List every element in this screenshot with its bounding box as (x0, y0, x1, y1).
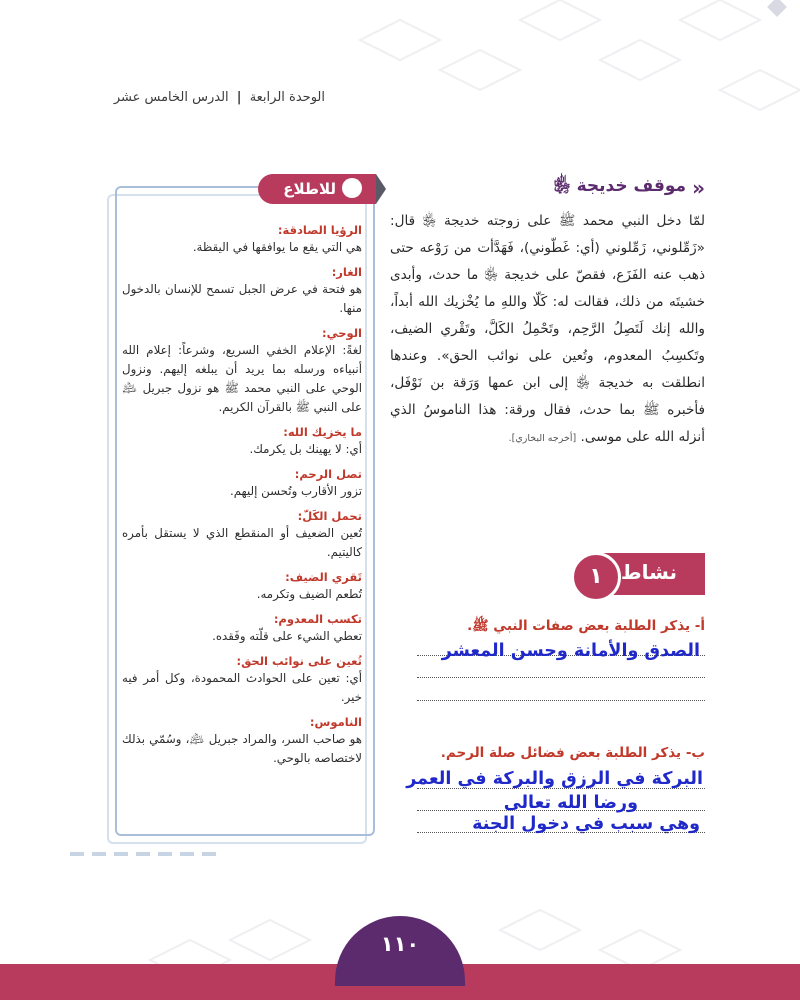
glossary-item (122, 569, 362, 604)
decorative-dashes (70, 852, 220, 856)
header-separator: | (236, 90, 242, 105)
glossary-list (122, 215, 362, 768)
glossary-term: تصل الرحم: (294, 467, 362, 481)
glossary-item (122, 508, 362, 562)
glossary-item (122, 222, 362, 257)
glossary-definition: لغةً: الإعلام الخفي السريع، وشرعاً: إعلام الله أنبياءه ورسله بما يريد أن يبلغه إليهم. ونزول الوحي على النبي محمد ﷺ هو نزول جبريل ﵇ على النبي ﷺ بالقرآن الكريم. (122, 343, 362, 414)
glossary-term: الوحي: (322, 326, 362, 340)
section-heading (390, 175, 705, 200)
lesson-label: الدرس الخامس عشر (113, 90, 229, 105)
question-a: أ- يذكر الطلبة بعض صفات النبي ﷺ. (467, 618, 705, 634)
section-body (390, 208, 705, 452)
glossary-item (122, 653, 362, 707)
glossary-title: للاطلاع (283, 180, 336, 198)
answer-line-3 (417, 700, 705, 701)
page-header (114, 90, 325, 105)
glossary-term: تحمل الكَلّ: (297, 509, 362, 523)
glossary-definition: هو صاحب السر، والمراد جبريل ﵇، وسُمّي بذلك لاختصاصه بالوحي. (122, 732, 362, 765)
glossary-definition: أي: لا يهينك بل يكرمك. (249, 442, 362, 456)
unit-label: الوحدة الرابعة (249, 90, 325, 105)
main-section (390, 175, 705, 452)
glossary-item (122, 466, 362, 501)
glossary-definition: تعطي الشيء على قلّته وفَقده. (212, 629, 362, 643)
handwritten-answer-b3: وهي سبب في دخول الجنة (472, 814, 700, 834)
glossary-term: تكسب المعدوم: (273, 612, 362, 626)
glossary-term: الغار: (331, 265, 362, 279)
question-b: ب- يذكر الطلبة بعض فضائل صلة الرحم. (440, 745, 705, 761)
glossary-definition: أي: تعين على الحوادث المحمودة، وكل أمر فيه خير. (122, 671, 362, 704)
glossary-definition: تزور الأقارب وتُحسن إليهم. (229, 484, 362, 498)
glossary-term: ما يخزيك الله: (283, 425, 362, 439)
page-number: ١١٠ (335, 916, 465, 986)
glossary-item (122, 424, 362, 459)
glossary-term: الرؤيا الصادقة: (277, 223, 362, 237)
answer-line-2 (417, 677, 705, 678)
glossary-item (122, 264, 362, 318)
lightbulb-icon (342, 178, 362, 198)
glossary-tab (258, 174, 376, 204)
glossary-term: تَقري الضيف: (285, 570, 362, 584)
section-title: موقف خديجة ﵂ (553, 176, 687, 196)
glossary-definition: هو فتحة في عرض الجبل تسمح للإنسان بالدخول منها. (122, 282, 362, 315)
hadith-reference: [أخرجه البخاري]. (508, 433, 577, 444)
glossary-term: تُعين على نوائب الحق: (236, 654, 362, 668)
glossary-item (122, 714, 362, 768)
handwritten-answer-b1: البركة في الرزق والبركة في العمر (406, 769, 703, 789)
section-paragraph: لمّا دخل النبي محمد ﷺ على زوجته خديجة ﵂ قال: «زَمِّلوني، زَمِّلوني (أي: غَطّوني)، فَهَدَّأت من رَوْعه حتى ذهب عنه الفَزَع، فقصّ على خديجة ﵂ ما حدث، وأبدى خشيتَه من ذلك، فقالت له: كَلّا واللهِ ما يُخْزيك الله أبداً، والله إنك لَتَصِلُ الرَّحِم، وتَحْمِلُ الكَلَّ، وتَقْري الضيف، وتَكسِبُ المعدوم، وتُعين على نوائب الحق». وعندها انطلقت به خديجة ﵂ إلى ابن عمها وَرَقة بن نَوْفَل، فأخبره ﷺ بما حدث، فقال ورقة: هذا الناموسُ الذي أنزله الله على موسى. (390, 213, 705, 445)
glossary-item (122, 325, 362, 417)
activity-banner (583, 553, 705, 595)
activity-label: نشاط (620, 560, 677, 584)
glossary-item (122, 611, 362, 646)
handwritten-answer-b2: ورضا الله تعالى (503, 793, 638, 813)
activity-number: ١ (571, 552, 621, 602)
glossary-term: الناموس: (309, 715, 362, 729)
glossary-definition: هي التي يقع ما يوافقها في اليقظة. (192, 240, 362, 254)
glossary-definition: تُعين الضعيف أو المنقطع الذي لا يستقل بأمره كاليتيم. (122, 526, 362, 559)
handwritten-answer-a: الصدق والأمانة وحسن المعشر (441, 641, 700, 661)
double-chevron-icon: « (692, 175, 705, 200)
glossary-definition: تُطعم الضيف وتكرمه. (256, 587, 362, 601)
